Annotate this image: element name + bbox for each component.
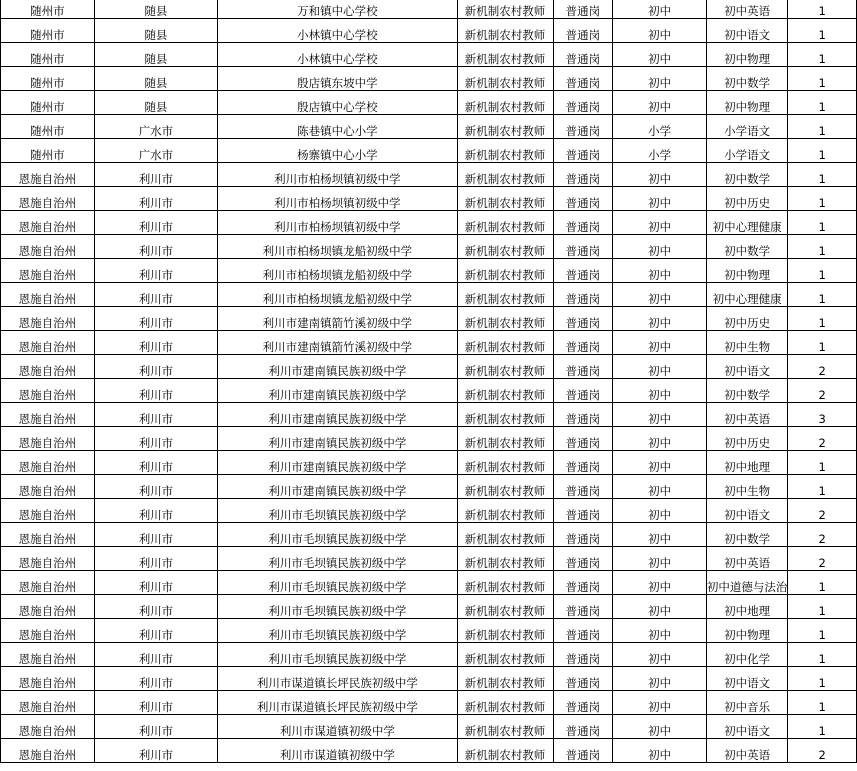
city-cell[interactable]: 随州市 — [1, 19, 95, 43]
subject-cell[interactable]: 初中语文 — [706, 499, 788, 523]
post-cell[interactable]: 普通岗 — [553, 643, 613, 667]
county-cell[interactable]: 利川市 — [94, 163, 217, 187]
city-cell[interactable]: 随州市 — [1, 43, 95, 67]
level-cell[interactable]: 初中 — [613, 427, 707, 451]
level-cell[interactable]: 初中 — [613, 475, 707, 499]
quota-cell[interactable]: 2 — [788, 355, 857, 379]
city-cell[interactable]: 恩施自治州 — [1, 355, 95, 379]
post-cell[interactable]: 普通岗 — [553, 187, 613, 211]
subject-cell[interactable]: 初中物理 — [706, 91, 788, 115]
subject-cell[interactable]: 初中数学 — [706, 523, 788, 547]
county-cell[interactable]: 随县 — [94, 43, 217, 67]
city-cell[interactable]: 恩施自治州 — [1, 547, 95, 571]
city-cell[interactable]: 恩施自治州 — [1, 715, 95, 739]
level-cell[interactable]: 初中 — [613, 67, 707, 91]
quota-cell[interactable]: 1 — [788, 451, 857, 475]
city-cell[interactable]: 恩施自治州 — [1, 307, 95, 331]
quota-cell[interactable]: 1 — [788, 235, 857, 259]
county-cell[interactable]: 利川市 — [94, 619, 217, 643]
city-cell[interactable]: 恩施自治州 — [1, 259, 95, 283]
table-row — [1, 91, 857, 115]
school-cell[interactable]: 利川市建南镇民族初级中学 — [218, 355, 457, 379]
post-cell[interactable]: 普通岗 — [553, 691, 613, 715]
quota-cell[interactable]: 1 — [788, 211, 857, 235]
city-cell[interactable]: 恩施自治州 — [1, 451, 95, 475]
table-row — [1, 211, 857, 235]
quota-cell[interactable]: 1 — [788, 691, 857, 715]
county-cell[interactable]: 利川市 — [94, 739, 217, 763]
subject-cell[interactable]: 初中语文 — [706, 667, 788, 691]
table-row — [1, 403, 857, 427]
quota-cell[interactable]: 1 — [788, 67, 857, 91]
school-cell[interactable]: 利川市柏杨坝镇龙船初级中学 — [218, 259, 457, 283]
post-cell[interactable]: 普通岗 — [553, 595, 613, 619]
quota-cell[interactable]: 1 — [788, 619, 857, 643]
post-cell[interactable]: 普通岗 — [553, 19, 613, 43]
city-cell[interactable]: 随州市 — [1, 0, 95, 19]
position-type-cell[interactable]: 新机制农村教师 — [457, 163, 553, 187]
city-cell[interactable]: 恩施自治州 — [1, 691, 95, 715]
school-cell[interactable]: 利川市毛坝镇民族初级中学 — [218, 523, 457, 547]
city-cell[interactable]: 恩施自治州 — [1, 667, 95, 691]
level-cell[interactable]: 初中 — [613, 715, 707, 739]
table-row — [1, 691, 857, 715]
table-row — [1, 43, 857, 67]
school-cell[interactable]: 利川市毛坝镇民族初级中学 — [218, 619, 457, 643]
position-type-cell[interactable]: 新机制农村教师 — [457, 379, 553, 403]
school-cell[interactable]: 利川市柏杨坝镇龙船初级中学 — [218, 283, 457, 307]
level-cell[interactable]: 初中 — [613, 451, 707, 475]
level-cell[interactable]: 初中 — [613, 571, 707, 595]
subject-cell[interactable]: 初中数学 — [706, 67, 788, 91]
county-cell[interactable]: 利川市 — [94, 355, 217, 379]
table-row — [1, 67, 857, 91]
quota-cell[interactable]: 1 — [788, 19, 857, 43]
level-cell[interactable]: 初中 — [613, 307, 707, 331]
level-cell[interactable]: 初中 — [613, 0, 707, 19]
quota-cell[interactable]: 1 — [788, 571, 857, 595]
level-cell[interactable]: 初中 — [613, 331, 707, 355]
post-cell[interactable]: 普通岗 — [553, 91, 613, 115]
quota-cell[interactable]: 1 — [788, 91, 857, 115]
subject-cell[interactable]: 小学语文 — [706, 115, 788, 139]
school-cell[interactable]: 利川市建南镇箭竹溪初级中学 — [218, 307, 457, 331]
school-cell[interactable]: 利川市毛坝镇民族初级中学 — [218, 499, 457, 523]
school-cell[interactable]: 利川市谋道镇长坪民族初级中学 — [218, 667, 457, 691]
post-cell[interactable]: 普通岗 — [553, 547, 613, 571]
subject-cell[interactable]: 初中数学 — [706, 235, 788, 259]
school-cell[interactable]: 利川市建南镇民族初级中学 — [218, 475, 457, 499]
city-cell[interactable]: 随州市 — [1, 115, 95, 139]
level-cell[interactable]: 小学 — [613, 139, 707, 163]
school-cell[interactable]: 利川市柏杨坝镇初级中学 — [218, 163, 457, 187]
level-cell[interactable]: 初中 — [613, 547, 707, 571]
county-cell[interactable]: 随县 — [94, 67, 217, 91]
county-cell[interactable]: 利川市 — [94, 427, 217, 451]
county-cell[interactable]: 利川市 — [94, 595, 217, 619]
subject-cell[interactable]: 初中语文 — [706, 715, 788, 739]
level-cell[interactable]: 初中 — [613, 283, 707, 307]
quota-cell[interactable]: 2 — [788, 547, 857, 571]
post-cell[interactable]: 普通岗 — [553, 667, 613, 691]
table-row — [1, 259, 857, 283]
county-cell[interactable]: 利川市 — [94, 571, 217, 595]
table-row — [1, 571, 857, 595]
level-cell[interactable]: 初中 — [613, 619, 707, 643]
subject-cell[interactable]: 初中化学 — [706, 643, 788, 667]
subject-cell[interactable]: 初中历史 — [706, 307, 788, 331]
table-row — [1, 379, 857, 403]
subject-cell[interactable]: 初中语文 — [706, 355, 788, 379]
post-cell[interactable]: 普通岗 — [553, 211, 613, 235]
city-cell[interactable]: 恩施自治州 — [1, 211, 95, 235]
school-cell[interactable]: 万和镇中心学校 — [218, 0, 457, 19]
table-row — [1, 547, 857, 571]
position-type-cell[interactable]: 新机制农村教师 — [457, 739, 553, 763]
quota-cell[interactable]: 1 — [788, 715, 857, 739]
quota-cell[interactable]: 1 — [788, 187, 857, 211]
table-row — [1, 643, 857, 667]
post-cell[interactable]: 普通岗 — [553, 739, 613, 763]
county-cell[interactable]: 利川市 — [94, 211, 217, 235]
quota-cell[interactable]: 1 — [788, 331, 857, 355]
post-cell[interactable]: 普通岗 — [553, 259, 613, 283]
quota-cell[interactable]: 2 — [788, 739, 857, 763]
position-type-cell[interactable]: 新机制农村教师 — [457, 355, 553, 379]
quota-cell[interactable]: 1 — [788, 307, 857, 331]
city-cell[interactable]: 恩施自治州 — [1, 427, 95, 451]
subject-cell[interactable]: 初中物理 — [706, 43, 788, 67]
city-cell[interactable]: 恩施自治州 — [1, 619, 95, 643]
school-cell[interactable]: 殷店镇中心学校 — [218, 91, 457, 115]
county-cell[interactable]: 随县 — [94, 91, 217, 115]
position-type-cell[interactable]: 新机制农村教师 — [457, 475, 553, 499]
city-cell[interactable]: 恩施自治州 — [1, 235, 95, 259]
position-type-cell[interactable]: 新机制农村教师 — [457, 619, 553, 643]
table-row — [1, 523, 857, 547]
subject-cell[interactable]: 初中数学 — [706, 379, 788, 403]
table-row — [1, 187, 857, 211]
school-cell[interactable]: 利川市毛坝镇民族初级中学 — [218, 643, 457, 667]
school-cell[interactable]: 利川市建南镇箭竹溪初级中学 — [218, 331, 457, 355]
city-cell[interactable]: 恩施自治州 — [1, 739, 95, 763]
post-cell[interactable]: 普通岗 — [553, 523, 613, 547]
city-cell[interactable]: 随州市 — [1, 139, 95, 163]
school-cell[interactable]: 利川市谋道镇初级中学 — [218, 739, 457, 763]
level-cell[interactable]: 初中 — [613, 643, 707, 667]
post-cell[interactable]: 普通岗 — [553, 427, 613, 451]
post-cell[interactable]: 普通岗 — [553, 0, 613, 19]
table-row — [1, 619, 857, 643]
position-type-cell[interactable]: 新机制农村教师 — [457, 595, 553, 619]
post-cell[interactable]: 普通岗 — [553, 331, 613, 355]
position-type-cell[interactable]: 新机制农村教师 — [457, 331, 553, 355]
school-cell[interactable]: 利川市建南镇民族初级中学 — [218, 403, 457, 427]
city-cell[interactable]: 恩施自治州 — [1, 595, 95, 619]
level-cell[interactable]: 初中 — [613, 355, 707, 379]
county-cell[interactable]: 利川市 — [94, 307, 217, 331]
post-cell[interactable]: 普通岗 — [553, 307, 613, 331]
level-cell[interactable]: 初中 — [613, 595, 707, 619]
county-cell[interactable]: 利川市 — [94, 547, 217, 571]
school-cell[interactable]: 小林镇中心学校 — [218, 43, 457, 67]
position-type-cell[interactable]: 新机制农村教师 — [457, 235, 553, 259]
school-cell[interactable]: 利川市毛坝镇民族初级中学 — [218, 595, 457, 619]
position-type-cell[interactable]: 新机制农村教师 — [457, 139, 553, 163]
quota-cell[interactable]: 1 — [788, 139, 857, 163]
table-row — [1, 0, 857, 19]
county-cell[interactable]: 利川市 — [94, 403, 217, 427]
table-row — [1, 715, 857, 739]
table-row — [1, 235, 857, 259]
quota-cell[interactable]: 1 — [788, 163, 857, 187]
table-body — [1, 0, 857, 763]
table-row — [1, 283, 857, 307]
position-type-cell[interactable]: 新机制农村教师 — [457, 667, 553, 691]
post-cell[interactable]: 普通岗 — [553, 403, 613, 427]
level-cell[interactable]: 初中 — [613, 187, 707, 211]
position-type-cell[interactable]: 新机制农村教师 — [457, 571, 553, 595]
city-cell[interactable]: 恩施自治州 — [1, 643, 95, 667]
level-cell[interactable]: 初中 — [613, 403, 707, 427]
subject-cell[interactable]: 初中英语 — [706, 547, 788, 571]
school-cell[interactable]: 利川市谋道镇长坪民族初级中学 — [218, 691, 457, 715]
school-cell[interactable]: 小林镇中心学校 — [218, 19, 457, 43]
subject-cell[interactable]: 初中数学 — [706, 163, 788, 187]
level-cell[interactable]: 初中 — [613, 499, 707, 523]
quota-cell[interactable]: 1 — [788, 667, 857, 691]
quota-cell[interactable]: 1 — [788, 115, 857, 139]
quota-cell[interactable]: 1 — [788, 259, 857, 283]
quota-cell[interactable]: 1 — [788, 0, 857, 19]
post-cell[interactable]: 普通岗 — [553, 283, 613, 307]
level-cell[interactable]: 初中 — [613, 91, 707, 115]
post-cell[interactable]: 普通岗 — [553, 571, 613, 595]
table-row — [1, 427, 857, 451]
school-cell[interactable]: 利川市柏杨坝镇初级中学 — [218, 187, 457, 211]
position-type-cell[interactable]: 新机制农村教师 — [457, 211, 553, 235]
subject-cell[interactable]: 初中地理 — [706, 451, 788, 475]
post-cell[interactable]: 普通岗 — [553, 163, 613, 187]
level-cell[interactable]: 初中 — [613, 19, 707, 43]
table-row — [1, 451, 857, 475]
city-cell[interactable]: 恩施自治州 — [1, 523, 95, 547]
school-cell[interactable]: 利川市柏杨坝镇龙船初级中学 — [218, 235, 457, 259]
post-cell[interactable]: 普通岗 — [553, 619, 613, 643]
table-row — [1, 331, 857, 355]
county-cell[interactable]: 广水市 — [94, 139, 217, 163]
school-cell[interactable]: 殷店镇东坡中学 — [218, 67, 457, 91]
county-cell[interactable]: 利川市 — [94, 523, 217, 547]
city-cell[interactable]: 恩施自治州 — [1, 571, 95, 595]
county-cell[interactable]: 随县 — [94, 19, 217, 43]
county-cell[interactable]: 利川市 — [94, 379, 217, 403]
post-cell[interactable]: 普通岗 — [553, 355, 613, 379]
position-type-cell[interactable]: 新机制农村教师 — [457, 403, 553, 427]
table-row — [1, 475, 857, 499]
post-cell[interactable]: 普通岗 — [553, 379, 613, 403]
school-cell[interactable]: 利川市建南镇民族初级中学 — [218, 427, 457, 451]
table-row — [1, 595, 857, 619]
subject-cell[interactable]: 初中心理健康 — [706, 211, 788, 235]
county-cell[interactable]: 利川市 — [94, 715, 217, 739]
quota-cell[interactable]: 1 — [788, 43, 857, 67]
level-cell[interactable]: 初中 — [613, 523, 707, 547]
school-cell[interactable]: 利川市柏杨坝镇初级中学 — [218, 211, 457, 235]
subject-cell[interactable]: 初中历史 — [706, 427, 788, 451]
post-cell[interactable]: 普通岗 — [553, 235, 613, 259]
quota-cell[interactable]: 1 — [788, 283, 857, 307]
position-type-cell[interactable]: 新机制农村教师 — [457, 547, 553, 571]
position-type-cell[interactable]: 新机制农村教师 — [457, 523, 553, 547]
quota-cell[interactable]: 2 — [788, 523, 857, 547]
position-type-cell[interactable]: 新机制农村教师 — [457, 187, 553, 211]
position-type-cell[interactable]: 新机制农村教师 — [457, 67, 553, 91]
level-cell[interactable]: 初中 — [613, 43, 707, 67]
city-cell[interactable]: 恩施自治州 — [1, 187, 95, 211]
subject-cell[interactable]: 初中历史 — [706, 187, 788, 211]
level-cell[interactable]: 初中 — [613, 211, 707, 235]
position-type-cell[interactable]: 新机制农村教师 — [457, 115, 553, 139]
subject-cell[interactable]: 初中英语 — [706, 403, 788, 427]
school-cell[interactable]: 杨寨镇中心小学 — [218, 139, 457, 163]
level-cell[interactable]: 小学 — [613, 115, 707, 139]
county-cell[interactable]: 利川市 — [94, 259, 217, 283]
post-cell[interactable]: 普通岗 — [553, 475, 613, 499]
table-row — [1, 667, 857, 691]
subject-cell[interactable]: 初中道德与法治 — [706, 571, 788, 595]
city-cell[interactable]: 恩施自治州 — [1, 283, 95, 307]
post-cell[interactable]: 普通岗 — [553, 43, 613, 67]
county-cell[interactable]: 利川市 — [94, 235, 217, 259]
subject-cell[interactable]: 初中生物 — [706, 475, 788, 499]
level-cell[interactable]: 初中 — [613, 691, 707, 715]
position-type-cell[interactable]: 新机制农村教师 — [457, 259, 553, 283]
post-cell[interactable]: 普通岗 — [553, 499, 613, 523]
table-row — [1, 163, 857, 187]
level-cell[interactable]: 初中 — [613, 259, 707, 283]
quota-cell[interactable]: 2 — [788, 499, 857, 523]
level-cell[interactable]: 初中 — [613, 163, 707, 187]
subject-cell[interactable]: 初中音乐 — [706, 691, 788, 715]
subject-cell[interactable]: 初中物理 — [706, 619, 788, 643]
table-row — [1, 19, 857, 43]
table-row — [1, 739, 857, 763]
level-cell[interactable]: 初中 — [613, 235, 707, 259]
position-type-cell[interactable]: 新机制农村教师 — [457, 283, 553, 307]
school-cell[interactable]: 利川市谋道镇初级中学 — [218, 715, 457, 739]
table-row — [1, 139, 857, 163]
school-cell[interactable]: 陈巷镇中心小学 — [218, 115, 457, 139]
position-type-cell[interactable]: 新机制农村教师 — [457, 451, 553, 475]
quota-cell[interactable]: 2 — [788, 379, 857, 403]
county-cell[interactable]: 利川市 — [94, 331, 217, 355]
county-cell[interactable]: 利川市 — [94, 283, 217, 307]
city-cell[interactable]: 随州市 — [1, 91, 95, 115]
county-cell[interactable]: 利川市 — [94, 475, 217, 499]
position-type-cell[interactable]: 新机制农村教师 — [457, 715, 553, 739]
city-cell[interactable]: 恩施自治州 — [1, 379, 95, 403]
table-row — [1, 499, 857, 523]
city-cell[interactable]: 随州市 — [1, 67, 95, 91]
city-cell[interactable]: 恩施自治州 — [1, 475, 95, 499]
post-cell[interactable]: 普通岗 — [553, 67, 613, 91]
table-row — [1, 355, 857, 379]
position-type-cell[interactable]: 新机制农村教师 — [457, 0, 553, 19]
table-row — [1, 115, 857, 139]
position-type-cell[interactable]: 新机制农村教师 — [457, 427, 553, 451]
quota-cell[interactable]: 3 — [788, 403, 857, 427]
post-cell[interactable]: 普通岗 — [553, 451, 613, 475]
school-cell[interactable]: 利川市毛坝镇民族初级中学 — [218, 571, 457, 595]
position-type-cell[interactable]: 新机制农村教师 — [457, 643, 553, 667]
school-cell[interactable]: 利川市毛坝镇民族初级中学 — [218, 547, 457, 571]
subject-cell[interactable]: 初中心理健康 — [706, 283, 788, 307]
county-cell[interactable]: 利川市 — [94, 667, 217, 691]
position-type-cell[interactable]: 新机制农村教师 — [457, 19, 553, 43]
subject-cell[interactable]: 初中物理 — [706, 259, 788, 283]
subject-cell[interactable]: 小学语文 — [706, 139, 788, 163]
position-type-cell[interactable]: 新机制农村教师 — [457, 499, 553, 523]
position-type-cell[interactable]: 新机制农村教师 — [457, 307, 553, 331]
county-cell[interactable]: 利川市 — [94, 691, 217, 715]
city-cell[interactable]: 恩施自治州 — [1, 331, 95, 355]
position-type-cell[interactable]: 新机制农村教师 — [457, 43, 553, 67]
county-cell[interactable]: 随县 — [94, 0, 217, 19]
level-cell[interactable]: 初中 — [613, 739, 707, 763]
city-cell[interactable]: 恩施自治州 — [1, 403, 95, 427]
city-cell[interactable]: 恩施自治州 — [1, 499, 95, 523]
county-cell[interactable]: 利川市 — [94, 499, 217, 523]
table-row — [1, 307, 857, 331]
school-cell[interactable]: 利川市建南镇民族初级中学 — [218, 379, 457, 403]
subject-cell[interactable]: 初中英语 — [706, 0, 788, 19]
county-cell[interactable]: 利川市 — [94, 643, 217, 667]
quota-cell[interactable]: 2 — [788, 427, 857, 451]
county-cell[interactable]: 利川市 — [94, 187, 217, 211]
quota-cell[interactable]: 1 — [788, 643, 857, 667]
subject-cell[interactable]: 初中英语 — [706, 739, 788, 763]
subject-cell[interactable]: 初中生物 — [706, 331, 788, 355]
level-cell[interactable]: 初中 — [613, 667, 707, 691]
post-cell[interactable]: 普通岗 — [553, 139, 613, 163]
position-type-cell[interactable]: 新机制农村教师 — [457, 691, 553, 715]
subject-cell[interactable]: 初中地理 — [706, 595, 788, 619]
post-cell[interactable]: 普通岗 — [553, 115, 613, 139]
post-cell[interactable]: 普通岗 — [553, 715, 613, 739]
quota-cell[interactable]: 1 — [788, 595, 857, 619]
city-cell[interactable]: 恩施自治州 — [1, 163, 95, 187]
level-cell[interactable]: 初中 — [613, 379, 707, 403]
quota-cell[interactable]: 1 — [788, 475, 857, 499]
subject-cell[interactable]: 初中语文 — [706, 19, 788, 43]
position-type-cell[interactable]: 新机制农村教师 — [457, 91, 553, 115]
school-cell[interactable]: 利川市建南镇民族初级中学 — [218, 451, 457, 475]
county-cell[interactable]: 利川市 — [94, 451, 217, 475]
county-cell[interactable]: 广水市 — [94, 115, 217, 139]
